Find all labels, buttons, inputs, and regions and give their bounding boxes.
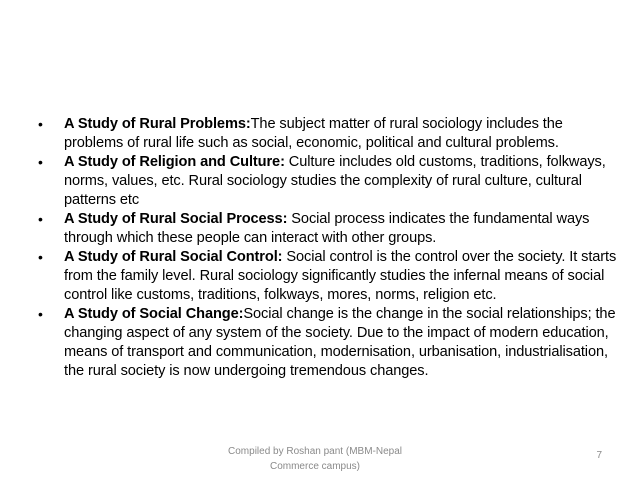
footer-credit: Compiled by Roshan pant (MBM-Nepal Commerce campus): [228, 446, 402, 472]
bullet-text: Social process indicates the fundamental ways through which these people can interact with other groups.: [64, 211, 590, 246]
bullet-marker: •: [38, 116, 43, 132]
bullet-marker: •: [38, 211, 43, 227]
bullet-marker: •: [38, 249, 43, 265]
bullet-heading: A Study of Rural Social Process:: [64, 211, 288, 227]
bullet-text: Social change is the change in the social relationships; the changing aspect of any system of the society. Due to the impact of modern education, means of transport and communication, modernisation, urbanisation, industrialisation, the rural society is now undergoing tremendous changes.: [64, 306, 616, 379]
bullet-marker: •: [38, 154, 43, 170]
bullet-heading: A Study of Rural Problems:: [64, 116, 251, 132]
bullet-list: [38, 115, 618, 381]
bullet-heading: A Study of Religion and Culture:: [64, 154, 285, 170]
bullet-item-religion-culture: [38, 153, 618, 210]
bullet-item-social-change: [38, 305, 618, 381]
bullet-text: Social control is the control over the society. It starts from the family level. Rural sociology significantly studies the infernal means of social control like customs, traditions, folkways, mores, norms, religion etc.: [64, 249, 617, 303]
bullet-text: The subject matter of rural sociology includes the problems of rural life such as social, economic, political and cultural problems.: [64, 116, 563, 151]
bullet-text: Culture includes old customs, traditions, folkways, norms, values, etc. Rural sociology studies the complexity of rural culture, cultural patterns etc: [64, 154, 606, 208]
bullet-item-social-process: [38, 210, 618, 248]
bullet-item-rural-problems: [38, 115, 618, 153]
page-number: 7: [596, 450, 602, 461]
bullet-heading: A Study of Rural Social Control:: [64, 249, 283, 265]
bullet-heading: A Study of Social Change:: [64, 306, 244, 322]
bullet-item-social-control: [38, 248, 618, 305]
bullet-marker: •: [38, 306, 43, 322]
